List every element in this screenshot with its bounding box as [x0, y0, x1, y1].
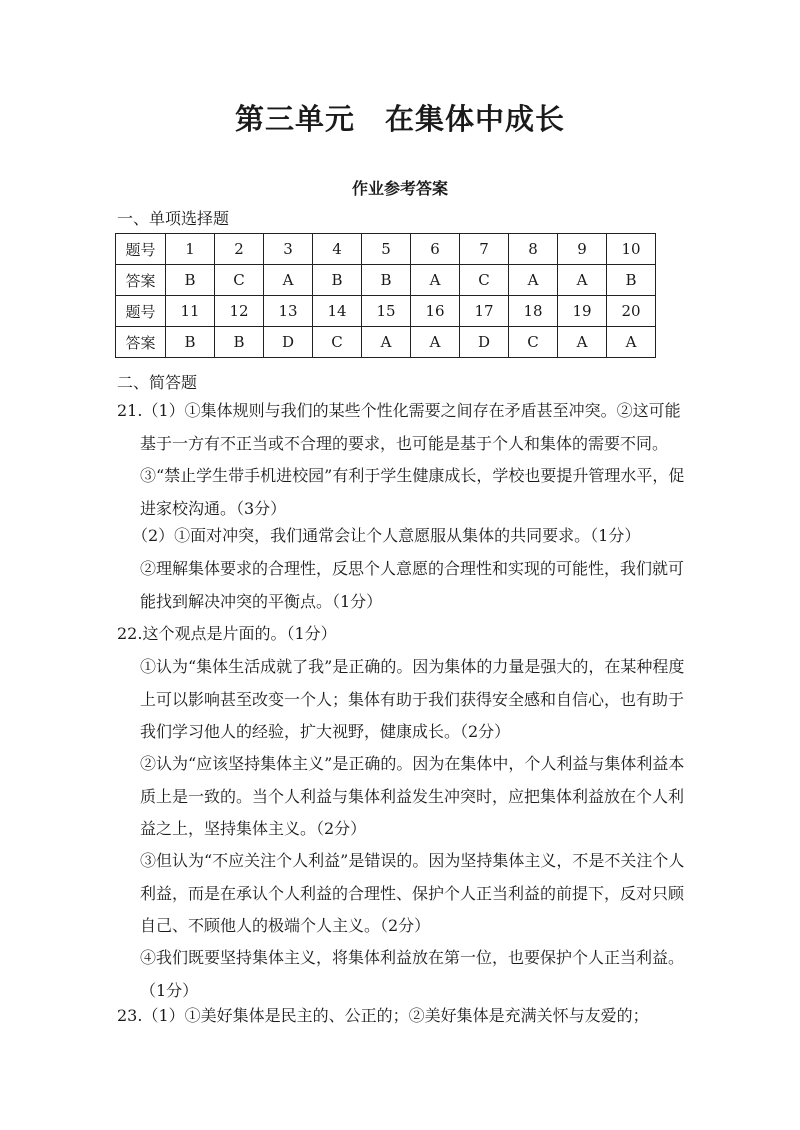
table-cell: 8 — [509, 234, 558, 265]
row-label: 答案 — [116, 265, 166, 296]
table-cell: 11 — [166, 296, 215, 327]
table-row — [116, 327, 656, 358]
table-cell: A — [411, 327, 460, 358]
page-title: 第三单元 在集体中成长 — [234, 102, 565, 136]
section-heading-choice: 一、单项选择题 — [117, 209, 230, 228]
table-cell: 18 — [509, 296, 558, 327]
q21-part2a: （2）①面对冲突，我们通常会让个人意愿服从集体的共同要求。（1分） — [132, 526, 641, 545]
table-cell: 5 — [362, 234, 411, 265]
q21-part1-text: 21.（1）①集体规则与我们的某些个性化需要之间存在矛盾甚至冲突。②这可能基于一方有不正当或不合理的要求，也可能是基于个人和集体的需要不同。③“禁止学生带手机进校园”有利于学生健康成长，学校也要提升管理水平，促进家校沟通。（3分） — [117, 401, 685, 518]
table-cell: C — [215, 265, 264, 296]
table-cell: B — [607, 265, 656, 296]
q22-point2: ②认为“应该坚持集体主义”是正确的。因为在集体中，个人利益与集体利益本质上是一致的。当个人利益与集体利益发生冲突时，应把集体利益放在个人利益之上，坚持集体主义。（2分） — [140, 754, 685, 838]
q22-heading: 22.这个观点是片面的。（1分） — [117, 624, 337, 643]
table-cell: 20 — [607, 296, 656, 327]
table-cell: 9 — [558, 234, 607, 265]
table-cell: B — [313, 265, 362, 296]
q22-point3: ③但认为“不应关注个人利益”是错误的。因为坚持集体主义，不是不关注个人利益，而是在承认个人利益的合理性、保护个人正当利益的前提下，反对只顾自己、不顾他人的极端个人主义。（2分） — [140, 851, 685, 935]
table-cell: 7 — [460, 234, 509, 265]
q22-point4: ④我们既要坚持集体主义，将集体利益放在第一位，也要保护个人正当利益。（1分） — [140, 948, 685, 1000]
table-row — [116, 234, 656, 265]
table-cell: 1 — [166, 234, 215, 265]
table-cell: 17 — [460, 296, 509, 327]
row-label: 答案 — [116, 327, 166, 358]
table-cell: B — [362, 265, 411, 296]
table-cell: C — [313, 327, 362, 358]
table-cell: C — [509, 327, 558, 358]
table-cell: 16 — [411, 296, 460, 327]
table-cell: 12 — [215, 296, 264, 327]
table-cell: A — [558, 265, 607, 296]
table-cell: D — [264, 327, 313, 358]
table-cell: A — [411, 265, 460, 296]
table-row — [116, 296, 656, 327]
table-cell: A — [264, 265, 313, 296]
table-cell: A — [362, 327, 411, 358]
table-cell: 19 — [558, 296, 607, 327]
table-cell: B — [166, 265, 215, 296]
q23-heading: 23.（1）①美好集体是民主的、公正的；②美好集体是充满关怀与友爱的； — [117, 1006, 649, 1025]
table-cell: 2 — [215, 234, 264, 265]
row-label: 题号 — [116, 234, 166, 265]
row-label: 题号 — [116, 296, 166, 327]
table-cell: A — [558, 327, 607, 358]
answer-table — [115, 233, 656, 358]
table-cell: D — [460, 327, 509, 358]
table-cell: A — [607, 327, 656, 358]
q21-part1 — [117, 395, 687, 525]
table-cell: 13 — [264, 296, 313, 327]
table-cell: B — [215, 327, 264, 358]
table-cell: 10 — [607, 234, 656, 265]
page-subtitle: 作业参考答案 — [351, 179, 448, 198]
table-cell: 14 — [313, 296, 362, 327]
table-cell: 6 — [411, 234, 460, 265]
q22-point1: ①认为“集体生活成就了我”是正确的。因为集体的力量是强大的，在某种程度上可以影响甚至改变一个人；集体有助于我们获得安全感和自信心，也有助于我们学习他人的经验，扩大视野，健康成长。（2分） — [140, 657, 685, 741]
section-heading-short-answer: 二、简答题 — [117, 373, 198, 392]
table-cell: A — [509, 265, 558, 296]
table-row — [116, 265, 656, 296]
table-cell: C — [460, 265, 509, 296]
q21-part2b: ②理解集体要求的合理性，反思个人意愿的合理性和实现的可能性，我们就可能找到解决冲突的平衡点。（1分） — [140, 559, 685, 611]
table-cell: 3 — [264, 234, 313, 265]
table-cell: 15 — [362, 296, 411, 327]
table-cell: 4 — [313, 234, 362, 265]
table-cell: B — [166, 327, 215, 358]
